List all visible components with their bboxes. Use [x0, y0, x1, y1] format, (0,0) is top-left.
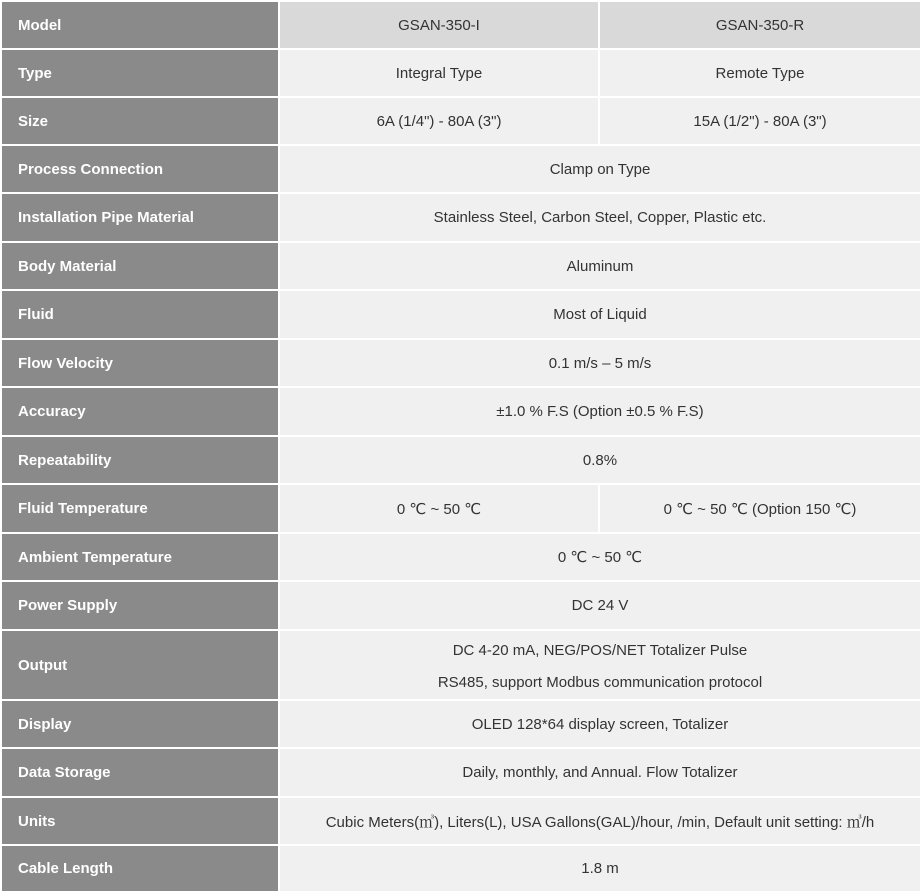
fluid-temperature-b: 0 ℃ ~ 50 ℃ (Option 150 ℃) — [599, 484, 920, 533]
row-model — [1, 1, 920, 49]
process-connection-value: Clamp on Type — [279, 145, 920, 193]
size-label: Size — [1, 97, 279, 145]
flow-velocity-value: 0.1 m/s – 5 m/s — [279, 339, 920, 387]
fluid-temperature-label: Fluid Temperature — [1, 484, 279, 533]
row-type — [1, 49, 920, 97]
installation-pipe-material-value: Stainless Steel, Carbon Steel, Copper, Plastic etc. — [279, 193, 920, 242]
fluid-temperature-a: 0 ℃ ~ 50 ℃ — [279, 484, 599, 533]
row-units — [1, 797, 920, 845]
accuracy-label: Accuracy — [1, 387, 279, 436]
data-storage-value: Daily, monthly, and Annual. Flow Totalizer — [279, 748, 920, 797]
output-label: Output — [1, 630, 279, 700]
model-a: GSAN-350-I — [279, 1, 599, 49]
data-storage-label: Data Storage — [1, 748, 279, 797]
installation-pipe-material-label: Installation Pipe Material — [1, 193, 279, 242]
row-power-supply — [1, 581, 920, 630]
row-output — [1, 630, 920, 700]
row-flow-velocity — [1, 339, 920, 387]
row-fluid — [1, 290, 920, 339]
ambient-temperature-value: 0 ℃ ~ 50 ℃ — [279, 533, 920, 581]
output-value — [279, 630, 920, 700]
cable-length-value: 1.8 m — [279, 845, 920, 892]
body-material-value: Aluminum — [279, 242, 920, 290]
row-process-connection — [1, 145, 920, 193]
repeatability-value: 0.8% — [279, 436, 920, 484]
cable-length-label: Cable Length — [1, 845, 279, 892]
ambient-temperature-label: Ambient Temperature — [1, 533, 279, 581]
row-fluid-temperature — [1, 484, 920, 533]
fluid-label: Fluid — [1, 290, 279, 339]
type-label: Type — [1, 49, 279, 97]
fluid-value: Most of Liquid — [279, 290, 920, 339]
flow-velocity-label: Flow Velocity — [1, 339, 279, 387]
units-label: Units — [1, 797, 279, 845]
model-label: Model — [1, 1, 279, 49]
units-value: Cubic Meters(㎥), Liters(L), USA Gallons(GAL)/hour, /min, Default unit setting: ㎥/h — [279, 797, 920, 845]
type-b: Remote Type — [599, 49, 920, 97]
display-label: Display — [1, 700, 279, 748]
row-ambient-temperature — [1, 533, 920, 581]
row-data-storage — [1, 748, 920, 797]
process-connection-label: Process Connection — [1, 145, 279, 193]
model-b: GSAN-350-R — [599, 1, 920, 49]
power-supply-value: DC 24 V — [279, 581, 920, 630]
row-cable-length — [1, 845, 920, 892]
body-material-label: Body Material — [1, 242, 279, 290]
row-repeatability — [1, 436, 920, 484]
output-line-2: RS485, support Modbus communication protocol — [437, 674, 763, 691]
type-a: Integral Type — [279, 49, 599, 97]
row-body-material — [1, 242, 920, 290]
power-supply-label: Power Supply — [1, 581, 279, 630]
row-installation-pipe-material — [1, 193, 920, 242]
repeatability-label: Repeatability — [1, 436, 279, 484]
display-value: OLED 128*64 display screen, Totalizer — [279, 700, 920, 748]
row-size — [1, 97, 920, 145]
size-b: 15A (1/2") - 80A (3") — [599, 97, 920, 145]
output-line-1: DC 4-20 mA, NEG/POS/NET Totalizer Pulse — [452, 642, 748, 659]
accuracy-value: ±1.0 % F.S (Option ±0.5 % F.S) — [279, 387, 920, 436]
row-display — [1, 700, 920, 748]
size-a: 6A (1/4") - 80A (3") — [279, 97, 599, 145]
row-accuracy — [1, 387, 920, 436]
